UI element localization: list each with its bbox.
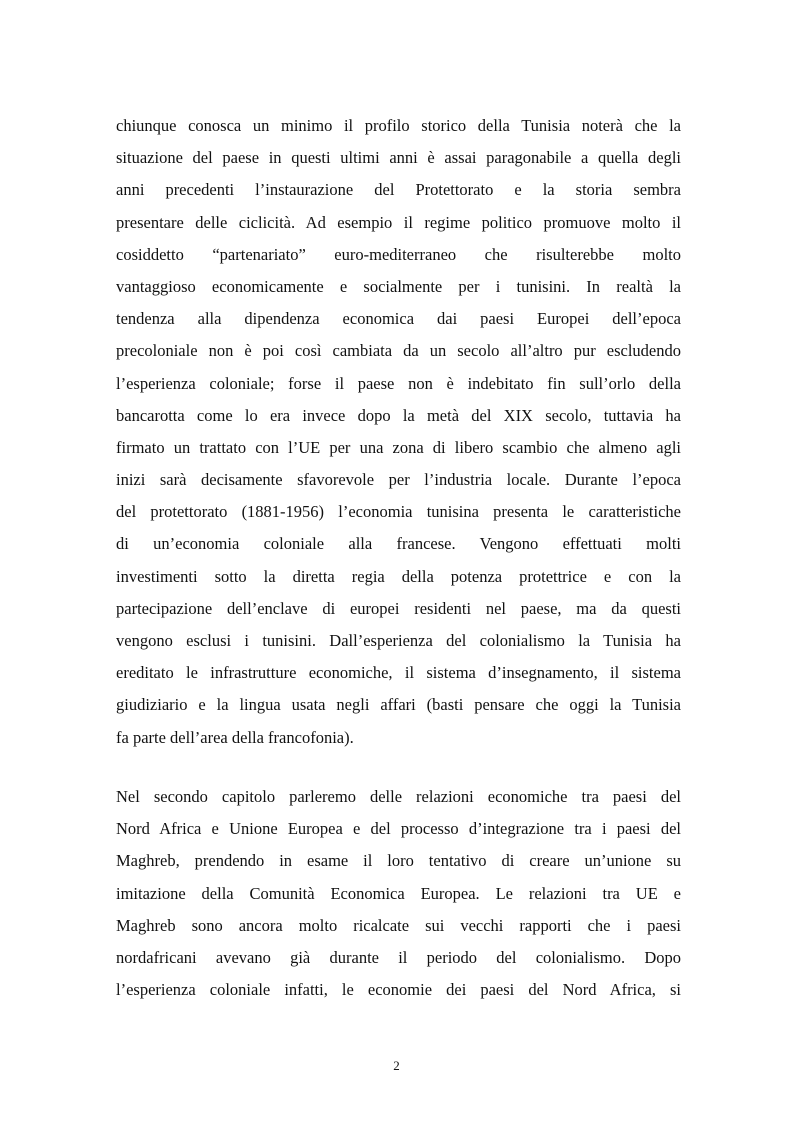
text-line: vengono esclusi i tunisini. Dall’esperienza del colonialismo la Tunisia ha xyxy=(116,631,681,650)
text-line: del protettorato (1881-1956) l’economia tunisina presenta le caratteristiche xyxy=(116,502,681,522)
text-line: ereditato le infrastrutture economiche, il sistema d’insegnamento, il sistema xyxy=(116,663,681,683)
text-line: presentare delle ciclicità. Ad esempio il regime politico promuove molto il xyxy=(116,212,681,232)
text-line: imitazione della Comunità Economica Europea. Le relazioni tra UE e xyxy=(116,883,681,903)
text-line: di un’economia coloniale alla francese. Vengono effettuati molti xyxy=(116,534,681,554)
text-line: Nord Africa e Unione Europea e del processo d’integrazione tra i paesi del xyxy=(116,819,681,839)
text-line: precoloniale non è poi così cambiata da un secolo all’altro pur escludendo xyxy=(116,341,681,361)
text-line: Maghreb, prendendo in esame il loro tentativo di creare un’unione su xyxy=(116,851,681,871)
text-line: vantaggioso economicamente e socialmente per i tunisini. In realtà la xyxy=(116,276,681,296)
text-line: bancarotta come lo era invece dopo la metà del XIX secolo, tuttavia ha xyxy=(116,405,681,425)
text-line: Nel secondo capitolo parleremo delle relazioni economiche tra paesi del xyxy=(116,787,681,806)
text-line: tendenza alla dipendenza economica dai paesi Europei dell’epoca xyxy=(116,309,681,329)
text-line: situazione del paese in questi ultimi anni è assai paragonabile a quella degli xyxy=(116,148,681,168)
text-line: fa parte dell’area della francofonia). xyxy=(116,727,354,747)
text-line: l’esperienza coloniale infatti, le economie dei paesi del Nord Africa, si xyxy=(116,980,681,1000)
text-line: inizi sarà decisamente sfavorevole per l’industria locale. Durante l’epoca xyxy=(116,470,681,490)
paragraph-2 xyxy=(116,781,681,1006)
text-line: anni precedenti l’instaurazione del Protettorato e la storia sembra xyxy=(116,180,681,200)
page-number: 2 xyxy=(393,1058,400,1073)
text-line: chiunque conosca un minimo il profilo storico della Tunisia noterà che la xyxy=(116,116,681,135)
text-line: l’esperienza coloniale; forse il paese non è indebitato fin sull’orlo della xyxy=(116,373,681,393)
text-line: investimenti sotto la diretta regia della potenza protettrice e con la xyxy=(116,566,681,586)
text-line: cosiddetto “partenariato” euro-mediterraneo che risulterebbe molto xyxy=(116,244,681,264)
text-line: nordafricani avevano già durante il periodo del colonialismo. Dopo xyxy=(116,947,681,967)
paragraph-1 xyxy=(116,110,681,754)
text-line: Maghreb sono ancora molto ricalcate sui vecchi rapporti che i paesi xyxy=(116,915,681,935)
text-line: partecipazione dell’enclave di europei residenti nel paese, ma da questi xyxy=(116,598,681,618)
text-line: giudiziario e la lingua usata negli affari (basti pensare che oggi la Tunisia xyxy=(116,695,681,715)
text-line: firmato un trattato con l’UE per una zona di libero scambio che almeno agli xyxy=(116,437,681,457)
